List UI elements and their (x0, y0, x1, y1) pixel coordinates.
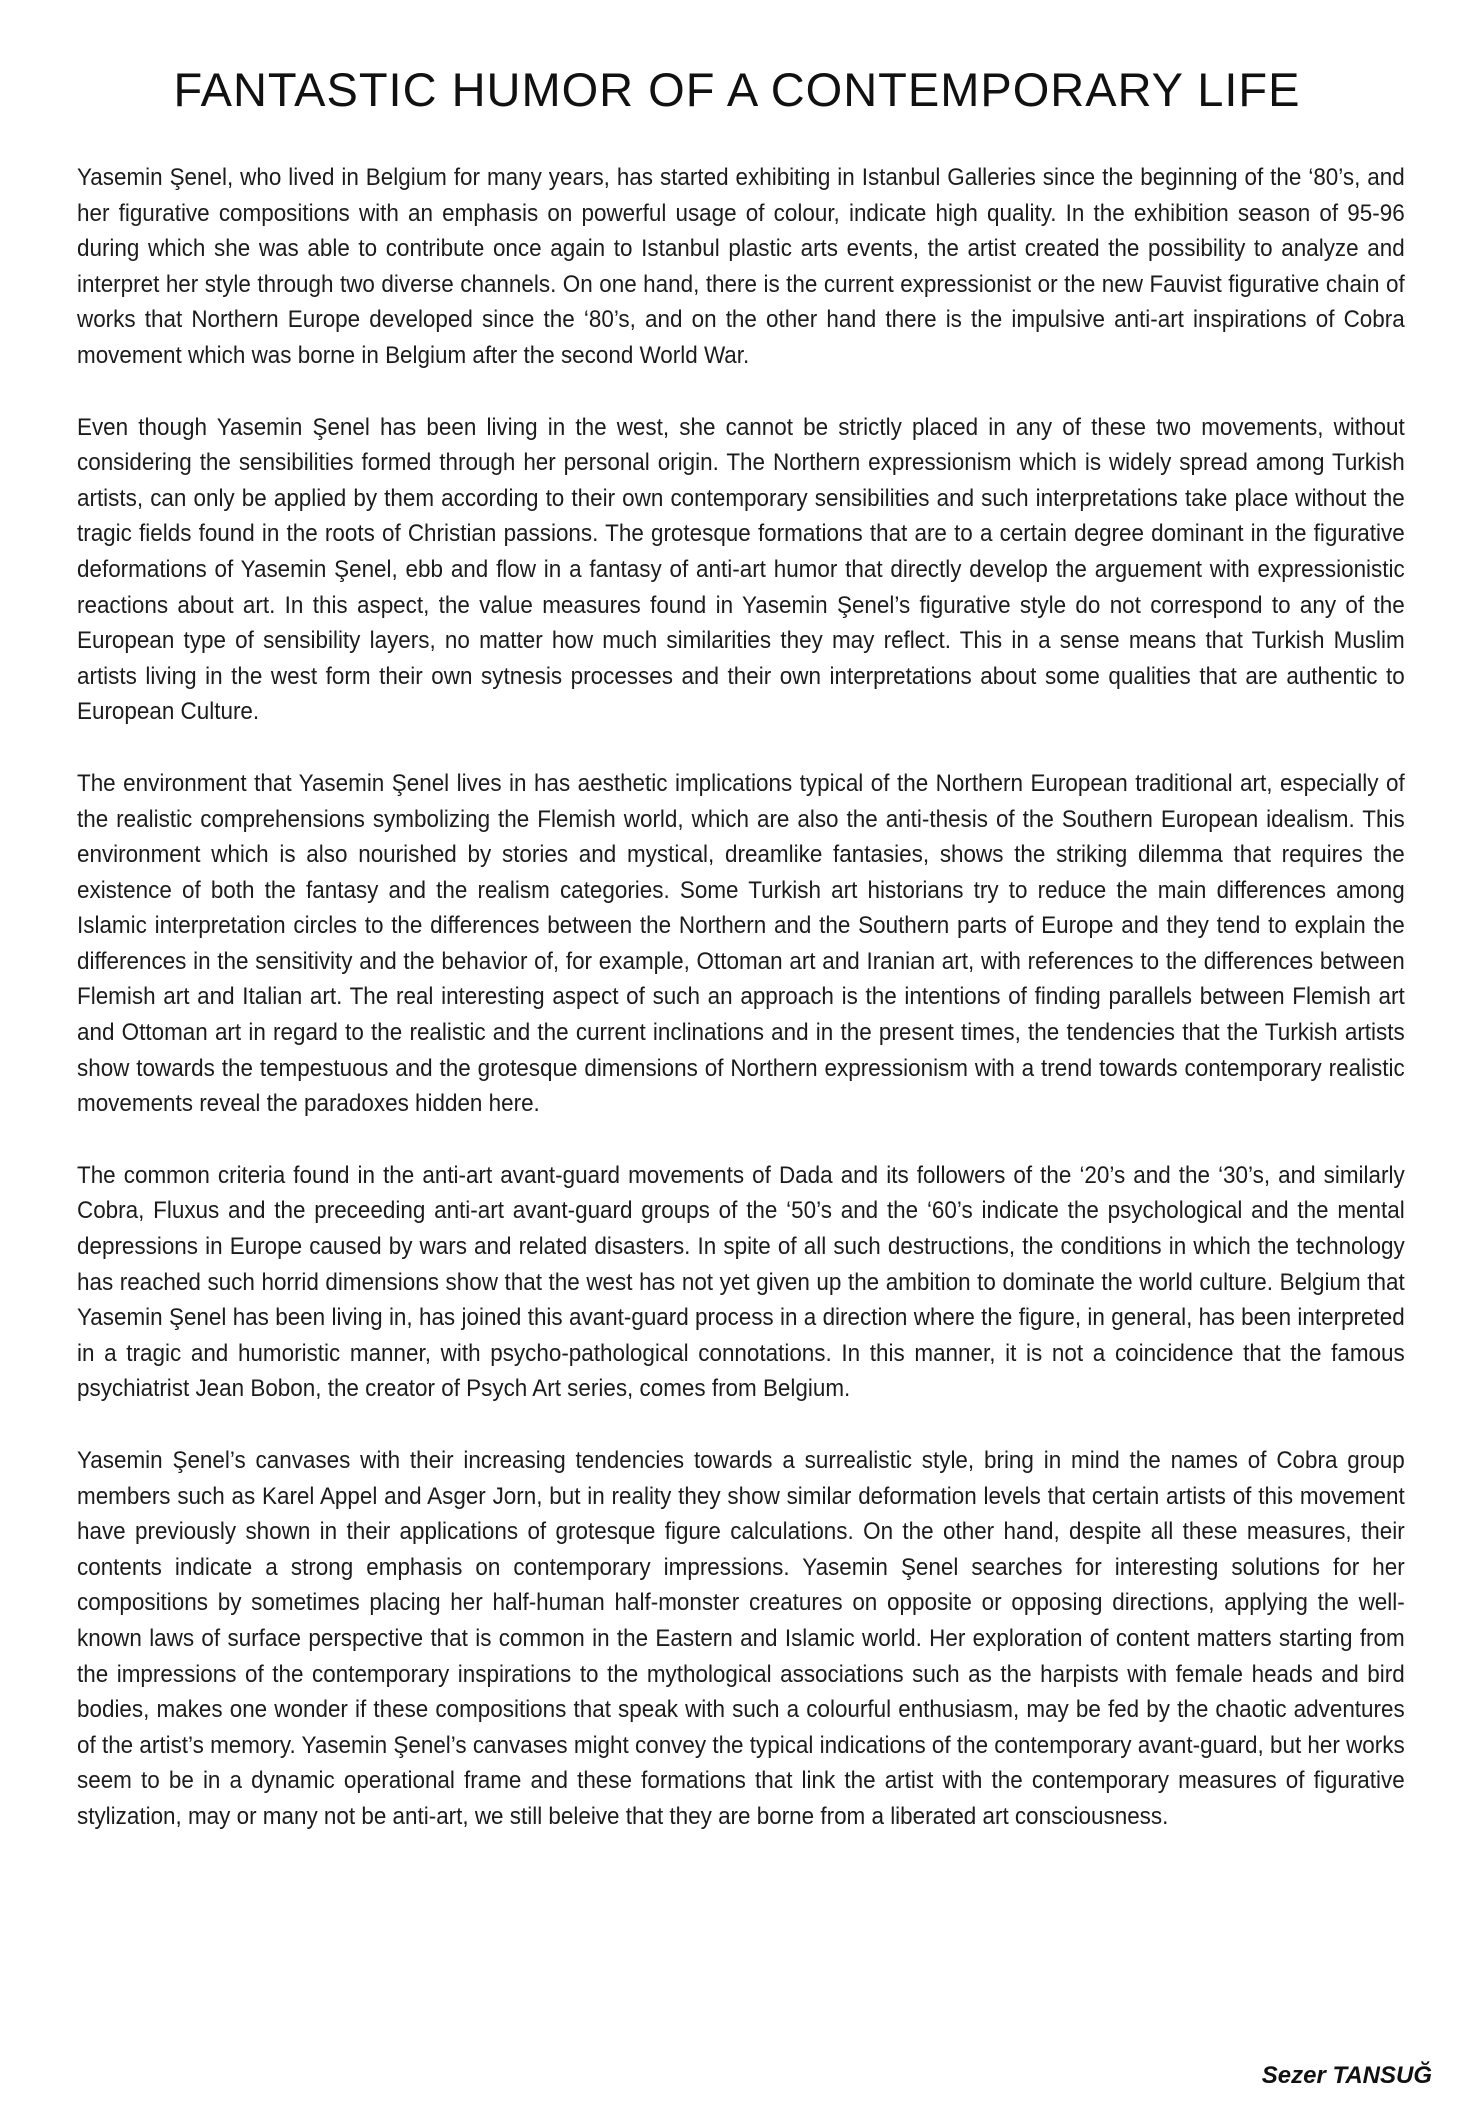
page-title: FANTASTIC HUMOR OF A CONTEMPORARY LIFE (173, 63, 1301, 116)
paragraph: Even though Yasemin Şenel has been living in the west, she cannot be strictly placed in any of these two movements, without considering the sensibilities formed through her personal origin. The Northern expressionism which is widely spread among Turkish artists, can only be applied by them according to their own contemporary sensibilities and such interpretations take place without the tragic fields found in the roots of Christian passions. The grotesque formations that are to a certain degree dominant in the figurative deformations of Yasemin Şenel, ebb and flow in a fantasy of anti-art humor that directly develop the arguement with expressionistic reactions about art. In this aspect, the value measures found in Yasemin Şenel’s figurative style do not correspond to any of the European type of sensibility layers, no matter how much similarities they may reflect. This in a sense means that Turkish Muslim artists living in the west form their own sytnesis processes and their own interpretations about some qualities that are authentic to European Culture. (77, 413, 1405, 726)
paragraph: Yasemin Şenel’s canvases with their increasing tendencies towards a surrealistic style, bring in mind the names of Cobra group members such as Karel Appel and Asger Jorn, but in reality they show similar deformation levels that certain artists of this movement have previously shown in their applications of grotesque figure calculations. On the other hand, despite all these measures, their contents indicate a strong emphasis on contemporary impressions. Yasemin Şenel searches for interesting solutions for her compositions by sometimes placing her half-human half-monster creatures on opposite or opposing directions, applying the well-known laws of surface perspective that is common in the Eastern and Islamic world. Her exploration of content matters starting from the impressions of the contemporary inspirations to the mythological associations such as the harpists with female heads and bird bodies, makes one wonder if these compositions that speak with such a colourful enthusiasm, may be fed by the chaotic adventures of the artist’s memory. Yasemin Şenel’s canvases might convey the typical indications of the contemporary avant-guard, but her works seem to be in a dynamic operational frame and these formations that link the artist with the contemporary measures of figurative stylization, may or many not be anti-art, we still beleive that they are borne from a liberated art consciousness. (77, 1447, 1405, 1830)
paragraph: Yasemin Şenel, who lived in Belgium for many years, has started exhibiting in Istanbul Galleries since the beginning of the ‘80’s, and her figurative compositions with an emphasis on powerful usage of colour, indicate high quality. In the exhibition season of 95-96 during which she was able to contribute once again to Istanbul plastic arts events, the artist created the possibility to analyze and interpret her style through two diverse channels. On one hand, there is the current expressionist or the new Fauvist figurative chain of works that Northern Europe developed since the ‘80’s, and on the other hand there is the impulsive anti-art inspirations of Cobra movement which was borne in Belgium after the second World War. (77, 164, 1405, 369)
author-signature: Sezer TANSUĞ (1261, 2062, 1432, 2089)
paragraph: The common criteria found in the anti-art avant-guard movements of Dada and its followers of the ‘20’s and the ‘30’s, and similarly Cobra, Fluxus and the preceeding anti-art avant-guard groups of the ‘50’s and the ‘60’s indicate the psychological and the mental depressions in Europe caused by wars and related disasters. In spite of all such destructions, the conditions in which the technology has reached such horrid dimensions show that the west has not yet given up the ambition to dominate the world culture. Belgium that Yasemin Şenel has been living in, has joined this avant-guard process in a direction where the figure, in general, has been interpreted in a tragic and humoristic manner, with psycho-pathological connotations. In this manner, it is not a coincidence that the famous psychiatrist Jean Bobon, the creator of Psych Art series, comes from Belgium. (77, 1161, 1405, 1403)
paragraph: The environment that Yasemin Şenel lives in has aesthetic implications typical of the Northern European traditional art, especially of the realistic comprehensions symbolizing the Flemish world, which are also the anti-thesis of the Southern European idealism. This environment which is also nourished by stories and mystical, dreamlike fantasies, shows the striking dilemma that requires the existence of both the fantasy and the realism categories. Some Turkish art historians try to reduce the main differences among Islamic interpretation circles to the differences between the Northern and the Southern parts of Europe and they tend to explain the differences in the sensitivity and the behavior of, for example, Ottoman art and Iranian art, with references to the differences between Flemish art and Italian art. The real interesting aspect of such an approach is the intentions of finding parallels between Flemish art and Ottoman art in regard to the realistic and the current inclinations and in the present times, the tendencies that the Turkish artists show towards the tempestuous and the grotesque dimensions of Northern expressionism with a trend towards contemporary realistic movements reveal the paradoxes hidden here. (77, 769, 1405, 1118)
article-body (77, 160, 1405, 1871)
